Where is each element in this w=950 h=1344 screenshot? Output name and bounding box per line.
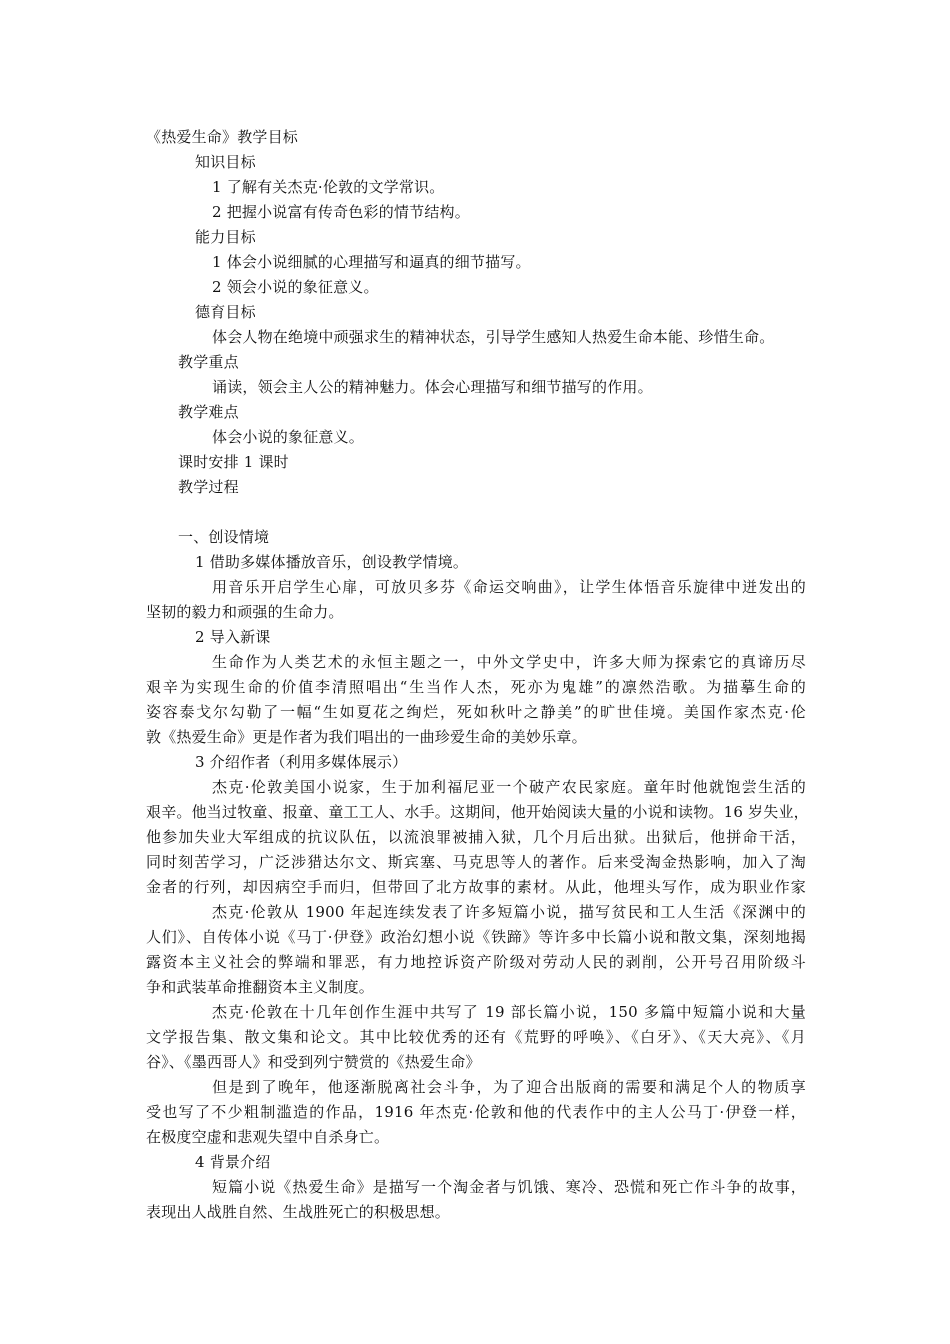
section-1-item-1: 1 借助多媒体播放音乐，创设教学情境。 — [195, 553, 469, 571]
paragraph-line: 艰辛为实现生命的价值李清照唱出“生当作人杰，死亦为鬼雄”的凛然浩歌。为描摹生命的 — [146, 678, 806, 696]
paragraph-line: 露资本主义社会的弊端和罪恶，有力地控诉资产阶级对劳动人民的剥削，公开号召用阶级斗 — [146, 953, 806, 971]
doc-title: 《热爱生命》教学目标 — [146, 128, 299, 146]
paragraph-line: 杰克·伦敦在十几年创作生涯中共写了 19 部长篇小说，150 多篇中短篇小说和大量 — [212, 1003, 806, 1021]
paragraph-line: 生命作为人类艺术的永恒主题之一，中外文学史中，许多大师为探索它的真谛历尽 — [212, 653, 806, 671]
paragraph-line: 受也写了不少粗制滥造的作品，1916 年杰克·伦敦和他的代表作中的主人公马丁·伊登一样， — [146, 1103, 806, 1121]
ability-item-1: 1 体会小说细腻的心理描写和逼真的细节描写。 — [212, 253, 531, 271]
paragraph-line: 坚韧的毅力和顽强的生命力。 — [146, 603, 344, 621]
section-1-heading: 一、创设情境 — [178, 528, 270, 546]
paragraph-line: 同时刻苦学习，广泛涉猎达尔文、斯宾塞、马克思等人的著作。后来受淘金热影响，加入了淘 — [146, 853, 806, 871]
focus-heading: 教学重点 — [178, 353, 239, 371]
paragraph-line: 金者的行列，却因病空手而归，但带回了北方故事的素材。从此，他埋头写作，成为职业作家 — [146, 878, 806, 896]
paragraph-line: 人们》、自传体小说《马丁·伊登》政治幻想小说《铁蹄》等许多中长篇小说和散文集，深刻地揭 — [146, 928, 806, 946]
difficulty-item-1: 体会小说的象征意义。 — [212, 428, 365, 446]
section-1-item-4: 4 背景介绍 — [195, 1153, 271, 1171]
section-1-item-2: 2 导入新课 — [195, 628, 271, 646]
paragraph-line: 用音乐开启学生心扉，可放贝多芬《命运交响曲》，让学生体悟音乐旋律中迸发出的 — [212, 578, 806, 596]
paragraph-line: 争和武装革命推翻资本主义制度。 — [146, 978, 375, 996]
paragraph-line: 谷》、《墨西哥人》和受到列宁赞赏的《热爱生命》 — [146, 1053, 481, 1071]
paragraph-line: 姿容泰戈尔勾勒了一幅“生如夏花之绚烂，死如秋叶之静美”的旷世佳境。美国作家杰克·伦 — [146, 703, 806, 721]
paragraph-line: 文学报告集、散文集和论文。其中比较优秀的还有《荒野的呼唤》、《白牙》、《天大亮》、《月 — [146, 1028, 806, 1046]
process-heading: 教学过程 — [178, 478, 239, 496]
ability-heading: 能力目标 — [195, 228, 256, 246]
difficulty-heading: 教学难点 — [178, 403, 239, 421]
moral-item-1: 体会人物在绝境中顽强求生的精神状态，引导学生感知人热爱生命本能、珍惜生命。 — [212, 328, 775, 346]
paragraph-line: 艰辛。他当过牧童、报童、童工工人、水手。这期间，他开始阅读大量的小说和读物。16 岁失业， — [146, 803, 809, 821]
paragraph-line: 但是到了晚年，他逐渐脱离社会斗争，为了迎合出版商的需要和满足个人的物质享 — [212, 1078, 806, 1096]
section-1-item-3: 3 介绍作者（利用多媒体展示） — [195, 753, 408, 771]
paragraph-line: 短篇小说《热爱生命》是描写一个淘金者与饥饿、寒冷、恐慌和死亡作斗争的故事， — [212, 1178, 806, 1196]
paragraph-line: 敦《热爱生命》更是作者为我们唱出的一曲珍爱生命的美妙乐章。 — [146, 728, 587, 746]
knowledge-item-1: 1 了解有关杰克·伦敦的文学常识。 — [212, 178, 445, 196]
paragraph-line: 杰克·伦敦从 1900 年起连续发表了许多短篇小说，描写贫民和工人生活《深渊中的 — [212, 903, 806, 921]
knowledge-heading: 知识目标 — [195, 153, 256, 171]
knowledge-item-2: 2 把握小说富有传奇色彩的情节结构。 — [212, 203, 470, 221]
schedule: 课时安排 1 课时 — [178, 453, 289, 471]
moral-heading: 德育目标 — [195, 303, 256, 321]
paragraph-line: 杰克·伦敦美国小说家，生于加利福尼亚一个破产农民家庭。童年时他就饱尝生活的 — [212, 778, 806, 796]
paragraph-line: 在极度空虚和悲观失望中自杀身亡。 — [146, 1128, 390, 1146]
paragraph-line: 他参加失业大军组成的抗议队伍，以流浪罪被捕入狱，几个月后出狱。出狱后，他拼命干活， — [146, 828, 806, 846]
ability-item-2: 2 领会小说的象征意义。 — [212, 278, 379, 296]
paragraph-line: 表现出人战胜自然、生战胜死亡的积极思想。 — [146, 1203, 451, 1221]
focus-item-1: 诵读，领会主人公的精神魅力。体会心理描写和细节描写的作用。 — [212, 378, 653, 396]
